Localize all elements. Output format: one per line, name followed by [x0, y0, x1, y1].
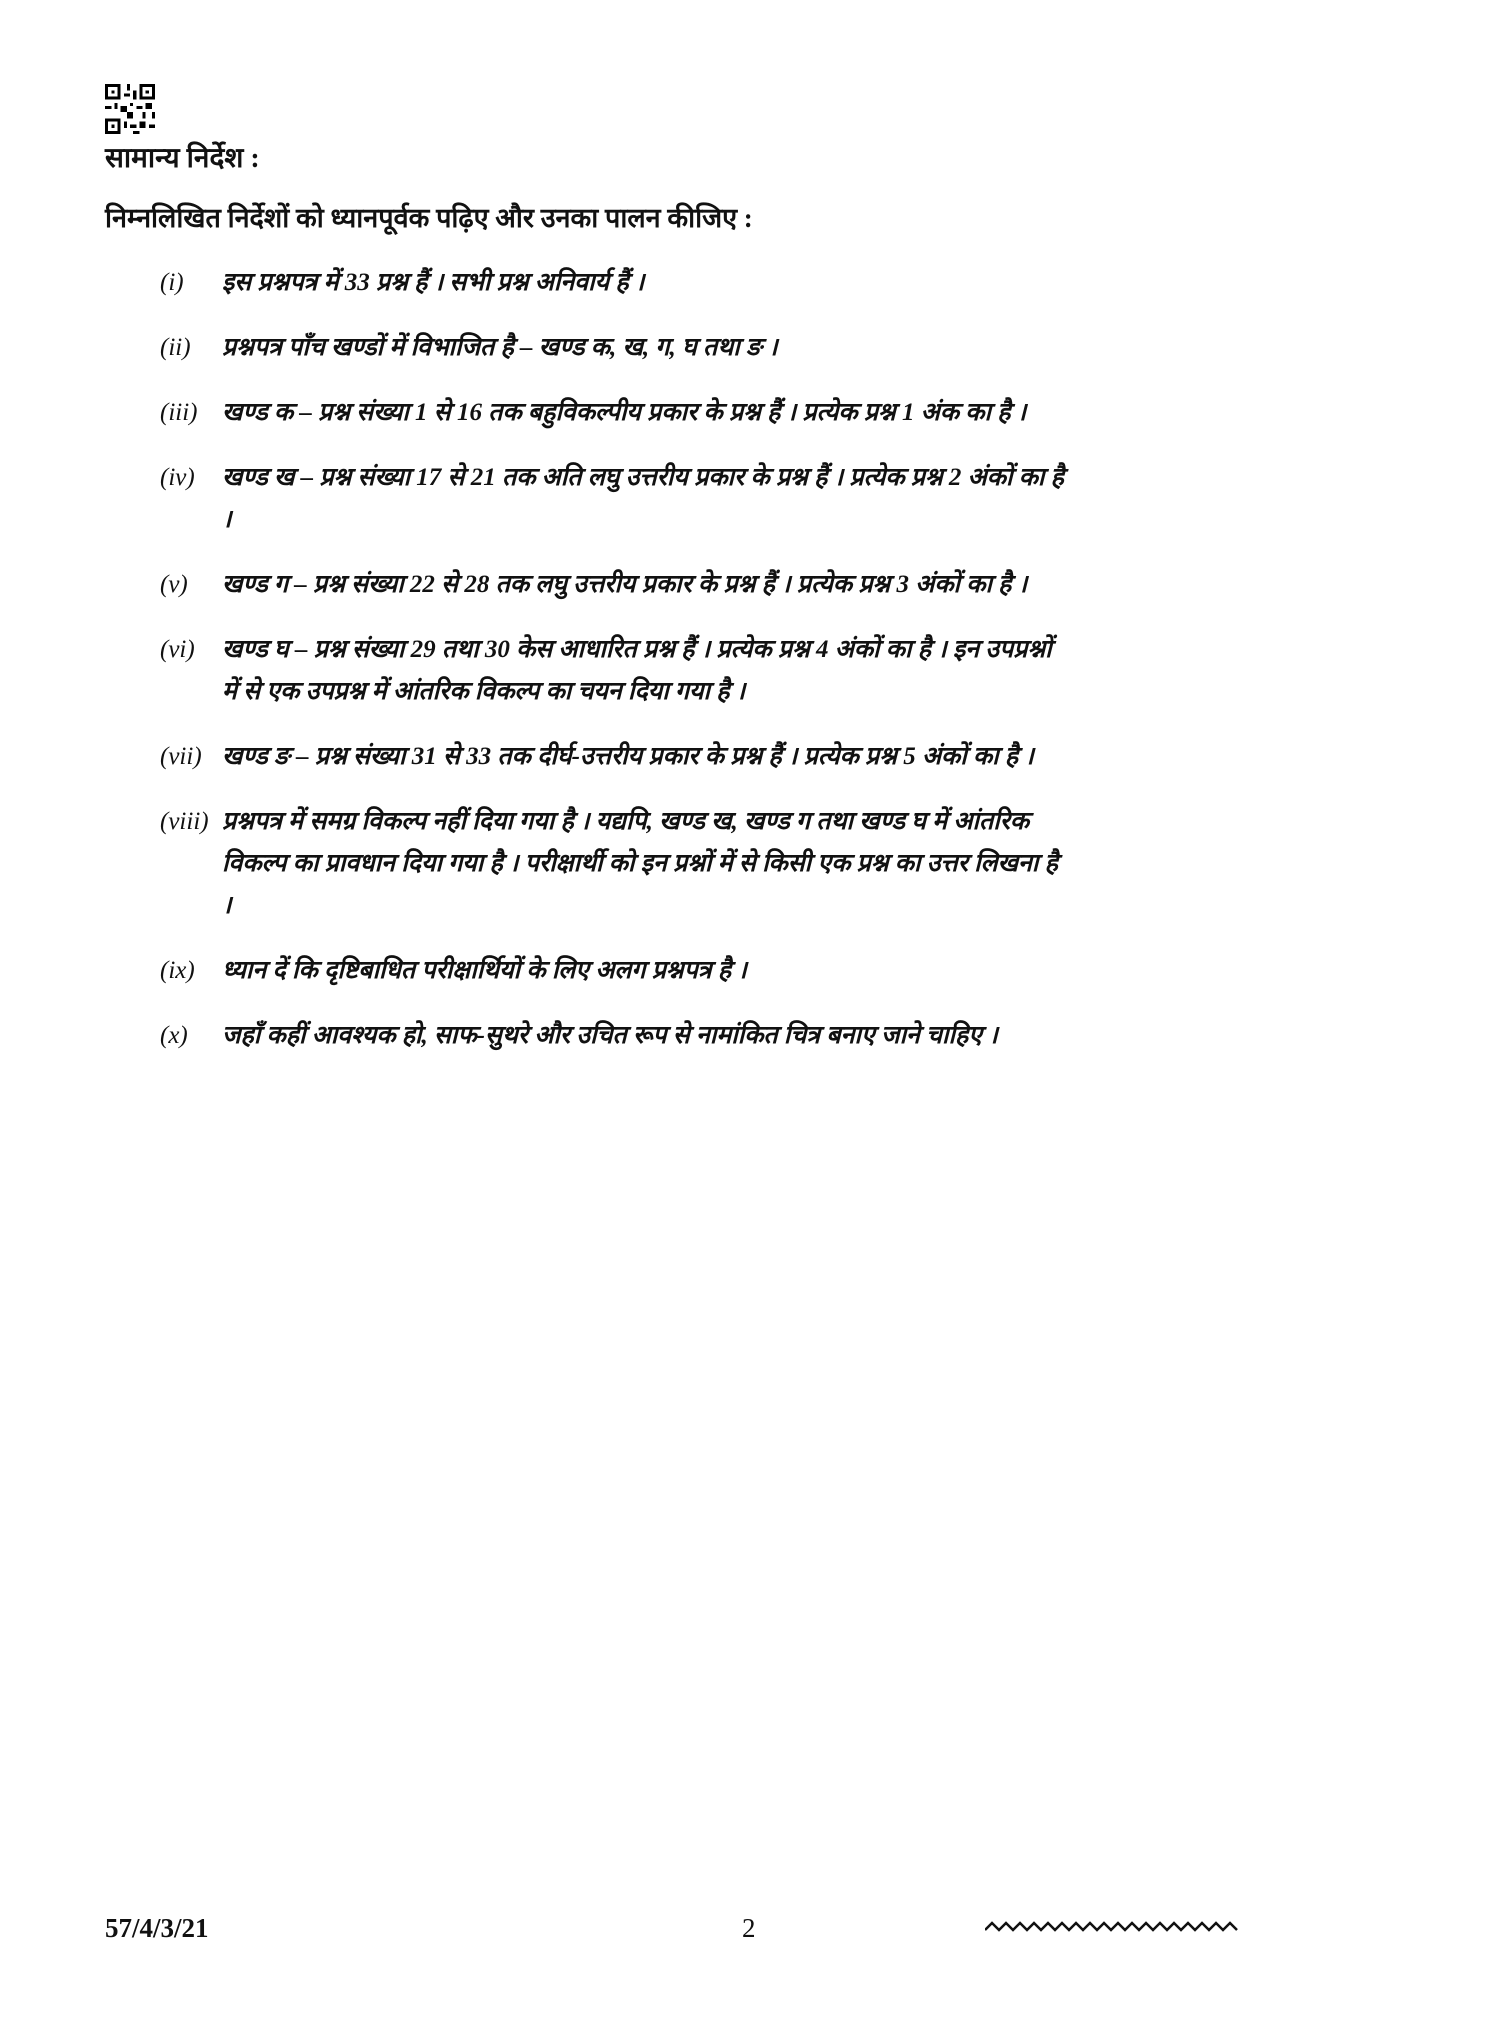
instruction-number: (i): [160, 269, 184, 296]
instruction-item: [160, 564, 1070, 606]
instruction-item: [160, 629, 1070, 713]
instruction-number: (x): [160, 1022, 188, 1049]
instruction-text: प्रश्नपत्र में समग्र विकल्प नहीं दिया गया है । यद्यपि, खण्ड ख, खण्ड ग तथा खण्ड घ में आंतरिक विकल्प का प्रावधान दिया गया है । परीक्षार्थी को इन प्रश्नों में से किसी एक प्रश्न का उत्तर लिखना है ।: [222, 808, 1058, 919]
page-footer: [0, 1905, 1505, 1955]
instruction-text: खण्ड ग – प्रश्न संख्या 22 से 28 तक लघु उत्तरीय प्रकार के प्रश्न हैं । प्रत्येक प्रश्न 3 अंकों का है ।: [222, 571, 1028, 598]
instruction-number: (vi): [160, 636, 195, 663]
instruction-item: [160, 327, 1070, 369]
instruction-item: [160, 457, 1070, 541]
instruction-text: इस प्रश्नपत्र में 33 प्रश्न हैं । सभी प्रश्न अनिवार्य हैं ।: [222, 269, 645, 296]
instruction-item: [160, 392, 1070, 434]
instruction-number: (ix): [160, 957, 195, 984]
instructions-intro: निम्नलिखित निर्देशों को ध्यानपूर्वक पढ़िए और उनका पालन कीजिए :: [105, 203, 753, 233]
instruction-item: [160, 262, 1070, 304]
instruction-number: (iv): [160, 464, 195, 491]
instruction-item: [160, 1015, 1070, 1057]
instruction-text: खण्ड क – प्रश्न संख्या 1 से 16 तक बहुविकल्पीय प्रकार के प्रश्न हैं । प्रत्येक प्रश्न 1 अंक का है ।: [222, 399, 1027, 426]
instruction-item: [160, 950, 1070, 992]
instruction-number: (v): [160, 571, 188, 598]
instruction-text: खण्ड घ – प्रश्न संख्या 29 तथा 30 केस आधारित प्रश्न हैं । प्रत्येक प्रश्न 4 अंकों का है । इन उपप्रश्नों में से एक उपप्रश्न में आंतरिक विकल्प का चयन दिया गया है ।: [222, 636, 1052, 705]
general-instructions-heading: सामान्य निर्देश :: [105, 143, 260, 174]
instruction-item: [160, 736, 1070, 778]
qr-code-graphic: [105, 84, 155, 134]
page-number: 2: [742, 1913, 756, 1943]
instruction-text: ध्यान दें कि दृष्टिबाधित परीक्षार्थियों के लिए अलग प्रश्नपत्र है ।: [222, 957, 747, 984]
instruction-number: (viii): [160, 808, 209, 835]
instruction-item: [160, 801, 1070, 927]
instruction-text: जहाँ कहीं आवश्यक हो, साफ-सुथरे और उचित रूप से नामांकित चित्र बनाए जाने चाहिए ।: [222, 1022, 998, 1049]
paper-code: 57/4/3/21: [105, 1913, 209, 1943]
instruction-number: (ii): [160, 334, 191, 361]
instruction-text: प्रश्नपत्र पाँच खण्डों में विभाजित है – खण्ड क, ख, ग, घ तथा ङ ।: [222, 334, 778, 361]
instruction-text: खण्ड ङ – प्रश्न संख्या 31 से 33 तक दीर्घ-उत्तरीय प्रकार के प्रश्न हैं । प्रत्येक प्रश्न 5 अंकों का है ।: [222, 743, 1034, 770]
instruction-number: (vii): [160, 743, 202, 770]
instruction-text: खण्ड ख – प्रश्न संख्या 17 से 21 तक अति लघु उत्तरीय प्रकार के प्रश्न हैं । प्रत्येक प्रश्न 2 अंकों का है ।: [222, 464, 1064, 533]
qr-code-icon: [105, 84, 155, 134]
squiggle-line: [985, 1921, 1241, 1933]
instruction-number: (iii): [160, 399, 198, 426]
instructions-list: [160, 262, 1070, 1080]
